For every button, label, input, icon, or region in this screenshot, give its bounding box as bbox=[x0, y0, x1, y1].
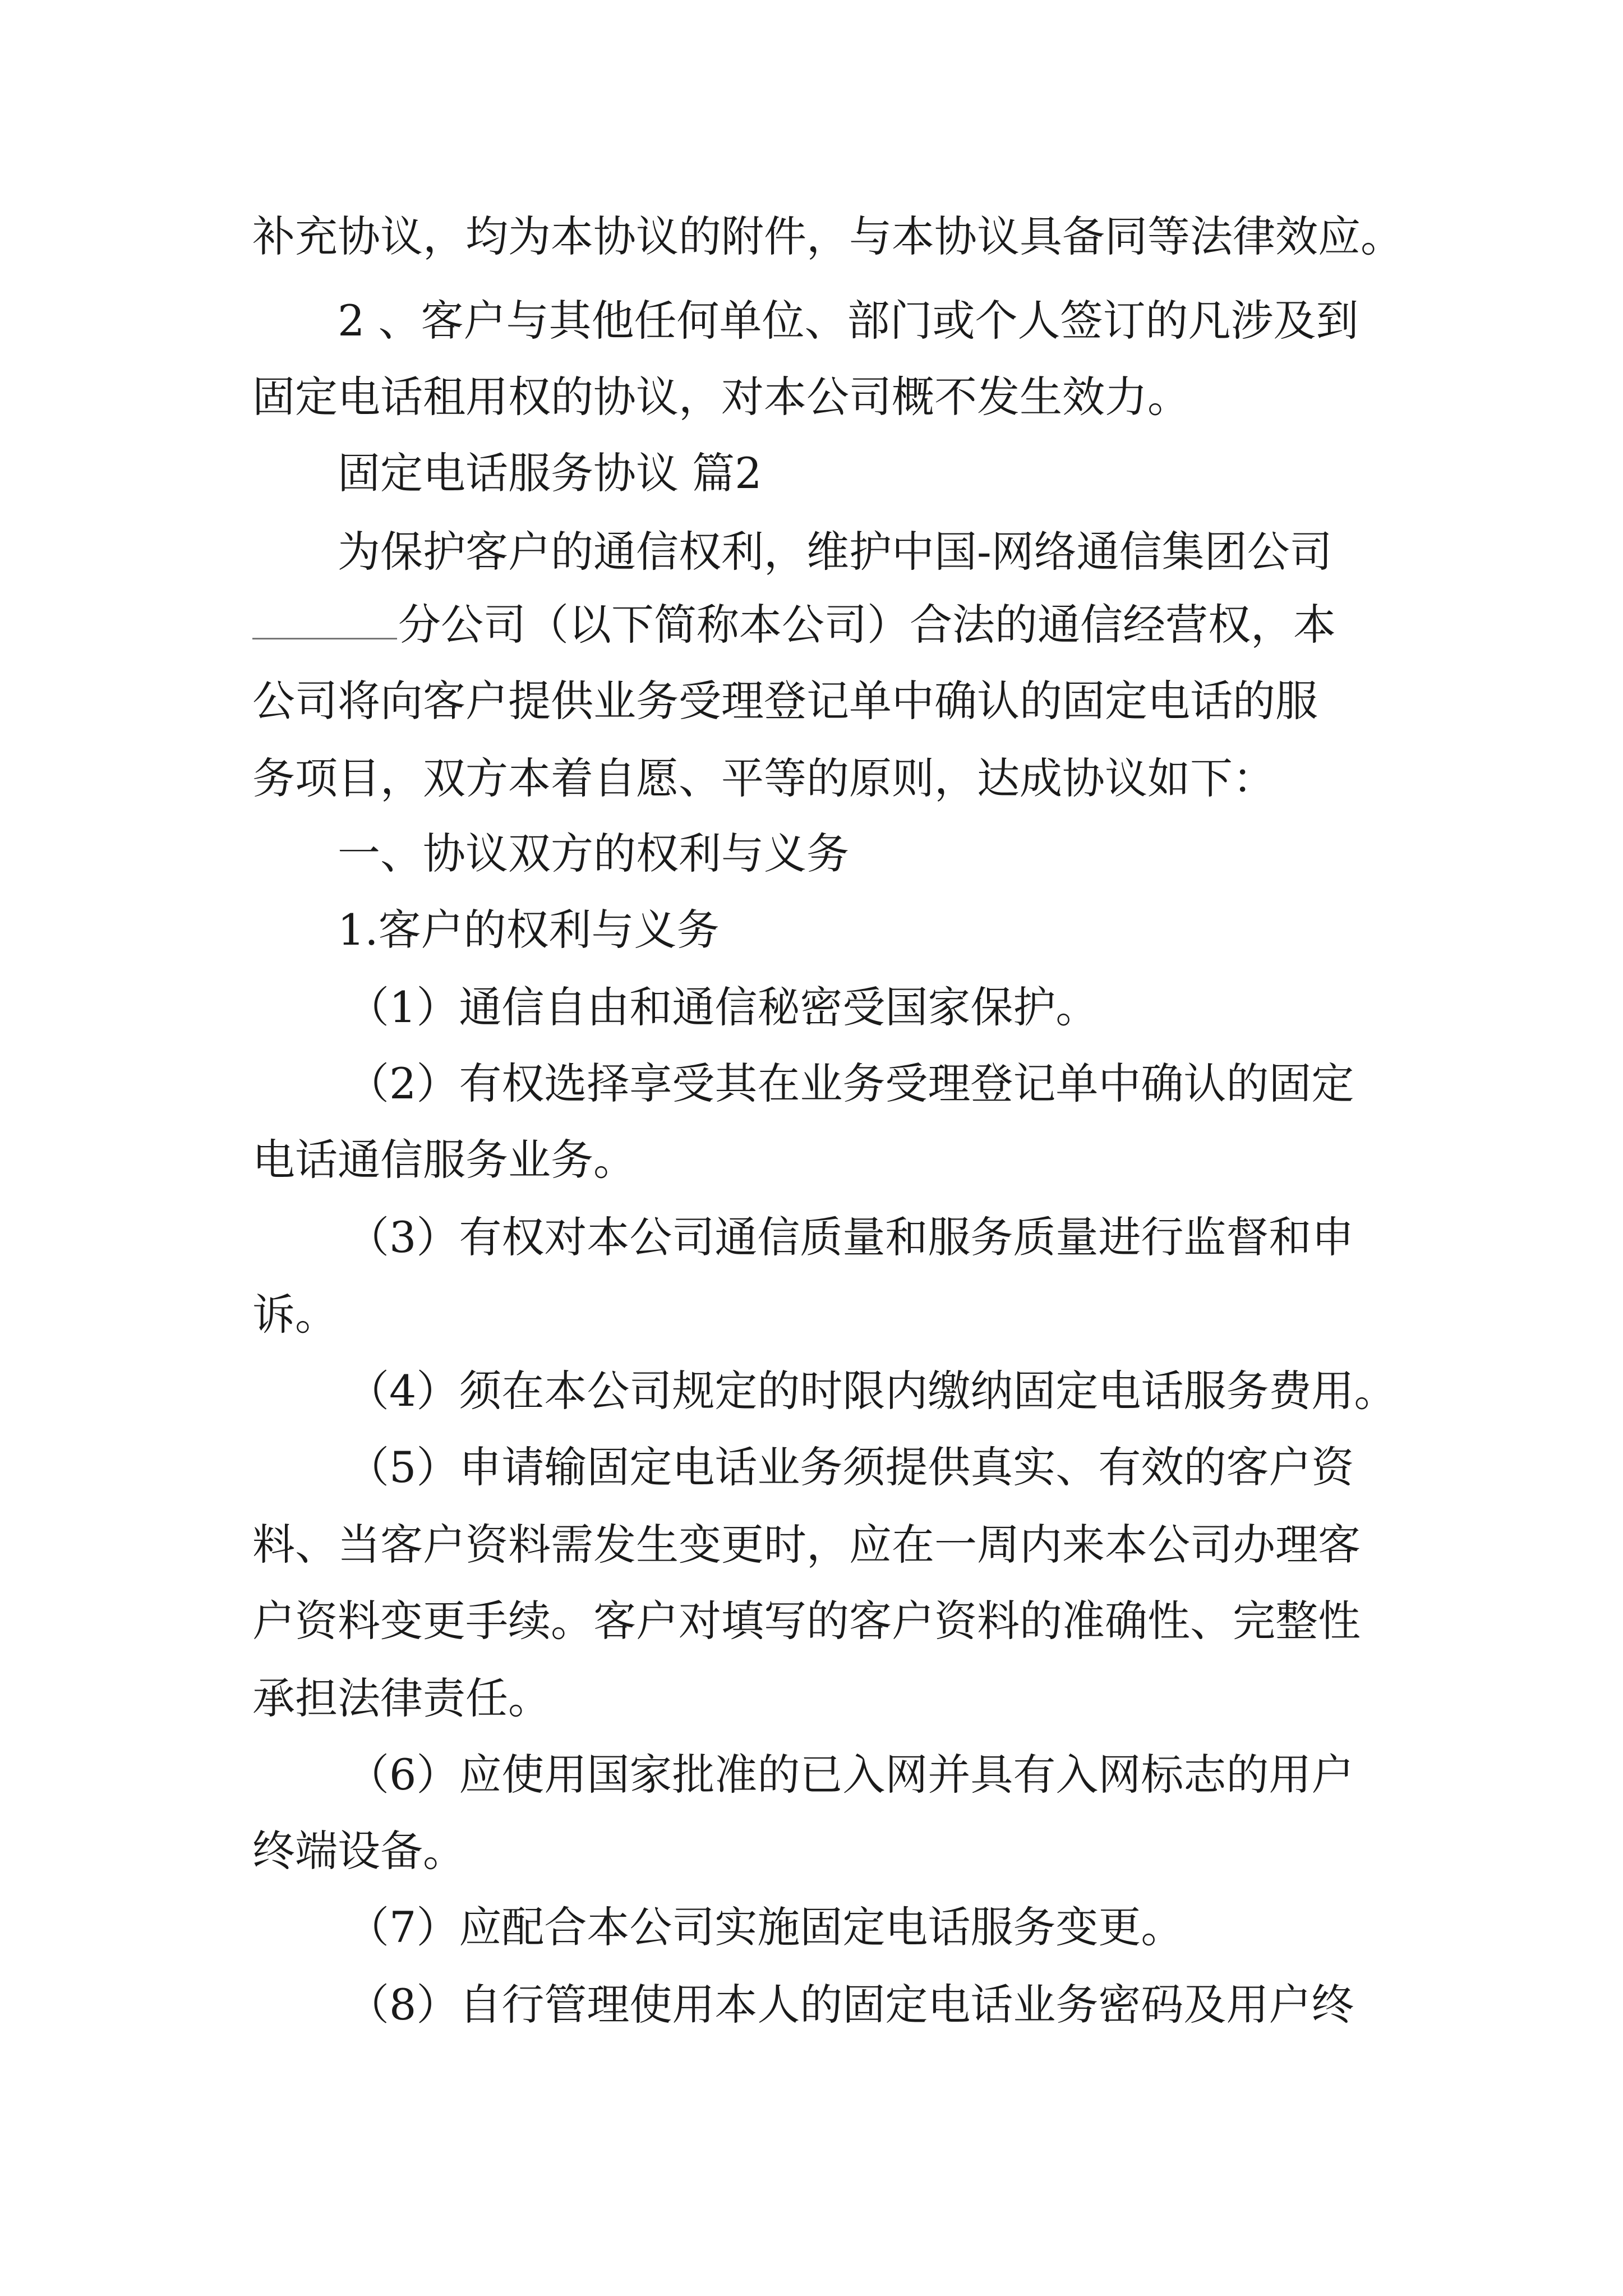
list-item: （6）应使用国家批准的已入网并具有入网标志的用户 bbox=[347, 1750, 1354, 1800]
paragraph-line: 务项目，双方本着自愿、平等的原则，达成协议如下： bbox=[252, 753, 1275, 803]
paragraph-line: 补充协议，均为本协议的附件，与本协议具备同等法律效应。 bbox=[252, 211, 1403, 261]
list-item: （3）有权对本公司通信质量和服务质量进行监督和申 bbox=[347, 1212, 1354, 1262]
list-item: （8）自行管理使用本人的固定电话业务密码及用户终 bbox=[347, 1980, 1354, 2030]
list-item: （4）须在本公司规定的时限内缴纳固定电话服务费用。 bbox=[347, 1366, 1397, 1416]
paragraph-line: 承担法律责任。 bbox=[252, 1673, 551, 1723]
list-item: （5）申请输固定电话业务须提供真实、有效的客户资 bbox=[347, 1442, 1354, 1492]
paragraph-line: 固定电话租用权的协议，对本公司概不发生效力。 bbox=[252, 372, 1190, 422]
paragraph-line: 诉。 bbox=[252, 1290, 338, 1340]
paragraph-line: 料、当客户资料需发生变更时，应在一周内来本公司办理客 bbox=[252, 1520, 1361, 1570]
paragraph-line: 公司将向客户提供业务受理登记单中确认的固定电话的服 bbox=[252, 676, 1318, 726]
list-item: （1）通信自由和通信秘密受国家保护。 bbox=[347, 982, 1099, 1032]
section-heading: 一、协议双方的权利与义务 bbox=[338, 829, 849, 878]
paragraph-line-text: 分公司（以下简称本公司）合法的通信经营权，本 bbox=[398, 600, 1336, 650]
list-item: （2）有权选择享受其在业务受理登记单中确认的固定 bbox=[347, 1059, 1354, 1108]
paragraph-line: 电话通信服务业务。 bbox=[252, 1135, 636, 1185]
paragraph-line: 2 、客户与其他任何单位、部门或个人签订的凡涉及到 bbox=[338, 296, 1359, 346]
paragraph-line: 终端设备。 bbox=[252, 1826, 465, 1876]
paragraph-line: 户资料变更手续。客户对填写的客户资料的准确性、完整性 bbox=[252, 1596, 1361, 1646]
paragraph-line: 为保护客户的通信权利，维护中国-网络通信集团公司 bbox=[338, 527, 1332, 577]
subsection-heading: 1.客户的权利与义务 bbox=[338, 905, 720, 955]
fill-in-blank bbox=[252, 636, 397, 639]
section-heading: 固定电话服务协议 篇2 bbox=[338, 448, 762, 498]
paragraph-line bbox=[252, 597, 1336, 653]
list-item: （7）应配合本公司实施固定电话服务变更。 bbox=[347, 1902, 1184, 1952]
